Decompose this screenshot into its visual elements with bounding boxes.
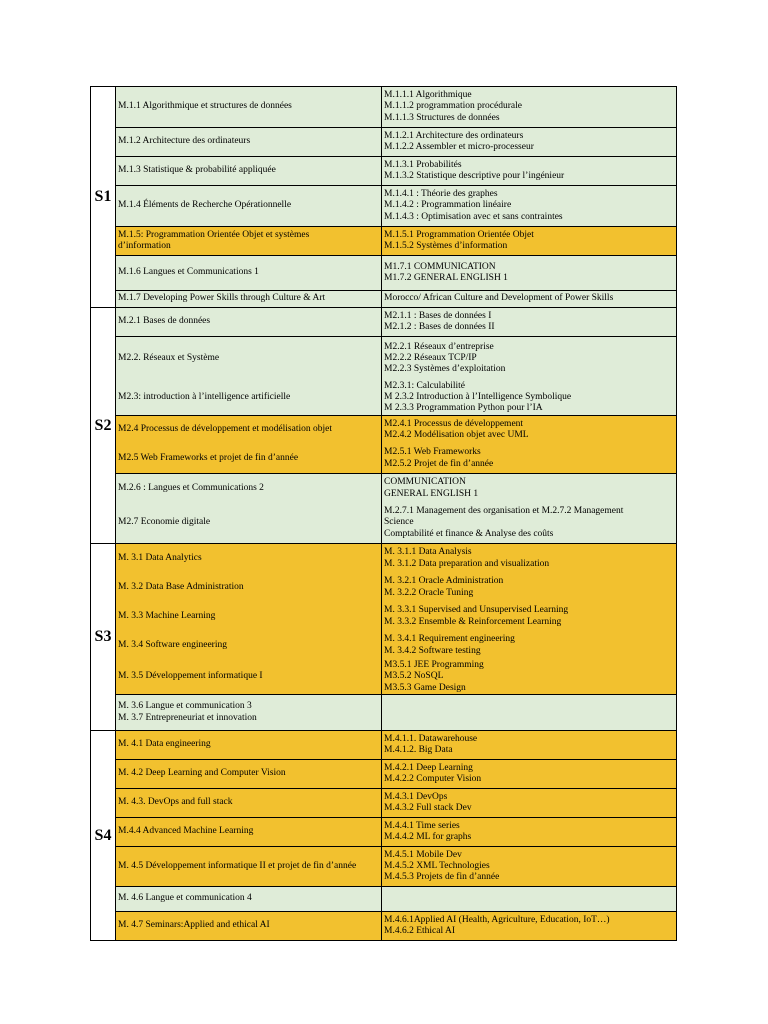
submodule-item: M.1.1.3 Structures de données [384,112,500,123]
module-title-cell [116,503,382,543]
module-title: M.2.6 : Langues et Communications 2 [118,482,264,493]
submodule-item: M.1.1.2 programmation procédurale [384,101,522,112]
submodule-item: M.4.2.2 Computer Vision [384,774,482,784]
semester-label: S3 [91,544,116,730]
module-row [116,308,676,336]
submodule-item: M2.1.2 : Bases de données II [384,322,495,332]
semester-label: S2 [91,308,116,543]
module-title-cell [116,544,382,573]
semester-block [90,730,677,941]
module-title-cell [116,474,382,503]
module-title: d’information [118,241,171,251]
submodule-list-cell [382,695,676,730]
submodule-list-cell [382,186,676,226]
submodule-item: M2.2.1 Réseaux d’entreprise [384,341,494,352]
module-title-cell [116,227,382,255]
module-title-cell [116,789,382,817]
module-title: M. 4.1 Data engineering [118,739,211,750]
module-title: M. 4.5 Développement informatique II et projet de fin d’année [118,860,357,871]
module-title: M2.3: introduction à l’intelligence artificielle [118,391,291,402]
submodule-list-cell [382,818,676,846]
module-row [116,660,676,694]
module-row [116,503,676,543]
submodule-item: M.1.3.1 Probabilités [384,159,462,170]
module-title-cell [116,291,382,307]
module-title: M.1.4 Éléments de Recherche Opérationnelle [118,200,292,211]
module-row [116,290,676,307]
submodule-item: M3.5.3 Game Design [384,682,466,693]
module-row [116,911,676,940]
module-title-cell [116,308,382,336]
submodule-list-cell [382,128,676,156]
module-row [116,731,676,759]
module-title-cell [116,157,382,185]
module-title-cell [116,760,382,788]
module-row [116,87,676,127]
submodule-item: M2.4.2 Modélisation objet avec UML [384,430,529,440]
submodule-list-cell [382,544,676,573]
module-title-cell [116,731,382,759]
submodule-list-cell [382,474,676,503]
module-title: M. 3.5 Développement informatique I [118,671,263,682]
submodule-item: M.4.5.1 Mobile Dev [384,849,462,860]
module-row [116,473,676,503]
module-title: M2.7 Economie digitale [118,517,211,528]
semester-label: S4 [91,731,116,940]
module-title-cell [116,256,382,290]
module-row [116,544,676,573]
submodule-item: M2.5.1 Web Frameworks [384,447,481,458]
submodule-item: M1.7.2 GENERAL ENGLISH 1 [384,273,508,283]
semester-label: S1 [91,87,116,307]
module-row [116,694,676,730]
submodule-item: M.4.1.1. Datawarehouse [384,733,478,744]
submodule-list-cell [382,444,676,473]
module-row [116,336,676,380]
semester-block [90,86,677,307]
module-title: M.4.4 Advanced Machine Learning [118,826,254,837]
semester-block [90,543,677,730]
submodule-list-cell [382,291,676,307]
module-title: M2.2. Réseaux et Système [118,352,220,363]
module-row [116,185,676,226]
module-title-cell [116,444,382,473]
submodule-list-cell [382,887,676,911]
submodule-item: M2.1.1 : Bases de données I [384,310,492,321]
module-title-cell [116,380,382,415]
module-row [116,759,676,788]
submodule-list-cell [382,227,676,255]
module-title: M.1.1 Algorithmique et structures de données [118,101,292,112]
submodule-item: M2.2.3 Systèmes d’exploitation [384,364,506,375]
curriculum-table [90,86,677,941]
submodule-item: M.4.4.1 Time series [384,820,460,831]
submodule-item: M. 3.3.2 Ensemble & Reinforcement Learning [384,616,562,627]
module-row [116,631,676,660]
submodule-list-cell [382,847,676,886]
submodule-item: M.1.4.3 : Optimisation avec et sans contraintes [384,211,563,222]
submodule-item: M2.2.2 Réseaux TCP/IP [384,352,477,363]
submodule-item: M.4.4.2 ML for graphs [384,832,472,842]
module-title: M. 4.7 Seminars:Applied and ethical AI [118,920,270,931]
module-title-cell [116,186,382,226]
submodule-item: M.1.2.1 Architecture des ordinateurs [384,130,524,141]
submodule-item: M.1.4.1 : Théorie des graphes [384,189,498,200]
submodule-item: M.4.5.3 Projets de fin d’année [384,872,500,883]
module-row [116,846,676,886]
submodule-item: M. 3.4.2 Software testing [384,645,481,656]
submodule-item: M.1.2.2 Assembler et micro-processeur [384,142,534,152]
submodule-item: GENERAL ENGLISH 1 [384,488,479,499]
module-title-cell [116,602,382,631]
submodule-item: M. 3.1.2 Data preparation and visualization [384,558,550,569]
module-title-cell [116,128,382,156]
submodule-list-cell [382,573,676,602]
submodule-list-cell [382,157,676,185]
module-title-cell [116,912,382,940]
module-title-cell [116,818,382,846]
module-title: M. 3.3 Machine Learning [118,610,216,621]
submodule-item: M.1.5.1 Programmation Orientée Objet [384,229,534,240]
module-title: M2.5 Web Frameworks et projet de fin d’année [118,452,299,463]
submodule-item: Comptabilité et finance & Analyse des coûts [384,528,554,539]
submodule-list-cell [382,660,676,694]
module-row [116,573,676,602]
module-title: M. 3.1 Data Analytics [118,552,202,563]
submodule-item: M.4.5.2 XML Technologies [384,860,490,871]
module-row [116,886,676,911]
submodule-list-cell [382,337,676,380]
submodule-item: M. 3.4.1 Requirement engineering [384,634,515,645]
submodule-item: M. 3.1.1 Data Analysis [384,547,472,558]
submodule-item: M.1.4.2 : Programmation linéaire [384,200,512,211]
module-title-cell [116,887,382,911]
submodule-item: M2.4.1 Processus de développement [384,418,524,429]
submodule-item: M.4.6.2 Ethical AI [384,926,455,936]
submodule-item: M3.5.1 JEE Programming [384,660,484,671]
submodule-item: M.4.6.1Applied AI (Health, Agriculture, Education, IoT…) [384,914,610,925]
module-title: M. 3.2 Data Base Administration [118,581,244,592]
module-title-cell [116,660,382,694]
submodule-item: M.4.2.1 Deep Learning [384,762,473,773]
submodule-list-cell [382,731,676,759]
submodule-item: M 2.3.3 Programmation Python pour l’IA [384,403,543,414]
submodule-item: M.1.3.2 Statistique descriptive pour l’ingénieur [384,171,565,181]
module-row [116,602,676,631]
submodule-list-cell [382,631,676,660]
submodule-item: Science [384,517,414,528]
submodule-item: M.2.7.1 Management des organisation et M.2.7.2 Management [384,506,624,517]
submodule-list-cell [382,416,676,444]
module-title: M. 4.6 Langue et communication 4 [118,893,252,904]
module-title: M. 4.3. DevOps and full stack [118,797,233,808]
submodule-item: M 2.3.2 Introduction à l’Intelligence Symbolique [384,391,572,402]
module-row [116,788,676,817]
submodule-list-cell [382,256,676,290]
submodule-list-cell [382,602,676,631]
submodule-item: M1.7.1 COMMUNICATION [384,261,496,272]
module-title: M2.4 Processus de développement et modélisation objet [118,424,332,435]
module-row [116,156,676,185]
submodule-list-cell [382,912,676,940]
module-row [116,255,676,290]
module-row [116,127,676,156]
submodule-item: M. 3.2.1 Oracle Administration [384,576,504,587]
module-row [116,380,676,415]
submodule-item: M. 3.3.1 Supervised and Unsupervised Learning [384,605,569,616]
module-row [116,817,676,846]
module-title-cell [116,847,382,886]
submodule-list-cell [382,380,676,415]
module-title-cell [116,87,382,127]
module-title-cell [116,337,382,380]
submodule-item: M.4.3.1 DevOps [384,791,448,802]
submodule-item: M.4.1.2. Big Data [384,745,453,755]
submodule-list-cell [382,760,676,788]
module-title: M.1.5: Programmation Orientée Objet et systèmes [118,229,310,240]
module-row [116,415,676,444]
submodule-item: M.1.1.1 Algorithmique [384,90,472,101]
module-title: M.1.2 Architecture des ordinateurs [118,136,251,147]
module-title: M.2.1 Bases de données [118,316,211,327]
submodule-item: Morocco/ African Culture and Development of Power Skills [384,293,614,304]
module-title: M. 3.7 Entrepreneuriat et innovation [118,712,257,723]
submodule-item: M2.3.1: Calculabilité [384,380,466,391]
submodule-item: M2.5.2 Projet de fin d’année [384,458,494,469]
submodule-item: M.1.5.2 Systèmes d’information [384,241,508,251]
module-title: M.1.3 Statistique & probabilité appliquée [118,165,276,176]
module-title: M. 3.6 Langue et communication 3 [118,701,252,712]
submodule-item: M3.5.2 NoSQL [384,671,444,682]
module-row [116,444,676,473]
submodule-list-cell [382,503,676,543]
submodule-list-cell [382,789,676,817]
submodule-item: M.4.3.2 Full stack Dev [384,803,472,813]
submodule-item: COMMUNICATION [384,477,466,488]
submodule-list-cell [382,87,676,127]
module-row [116,226,676,255]
module-title-cell [116,416,382,444]
module-title: M. 3.4 Software engineering [118,639,227,650]
semester-block [90,307,677,543]
submodule-list-cell [382,308,676,336]
module-title: M.1.7 Developing Power Skills through Culture & Art [118,293,326,304]
module-title-cell [116,695,382,730]
module-title-cell [116,573,382,602]
submodule-item: M. 3.2.2 Oracle Tuning [384,587,474,598]
module-title-cell [116,631,382,660]
module-title: M. 4.2 Deep Learning and Computer Vision [118,768,286,779]
module-title: M.1.6 Langues et Communications 1 [118,267,259,278]
